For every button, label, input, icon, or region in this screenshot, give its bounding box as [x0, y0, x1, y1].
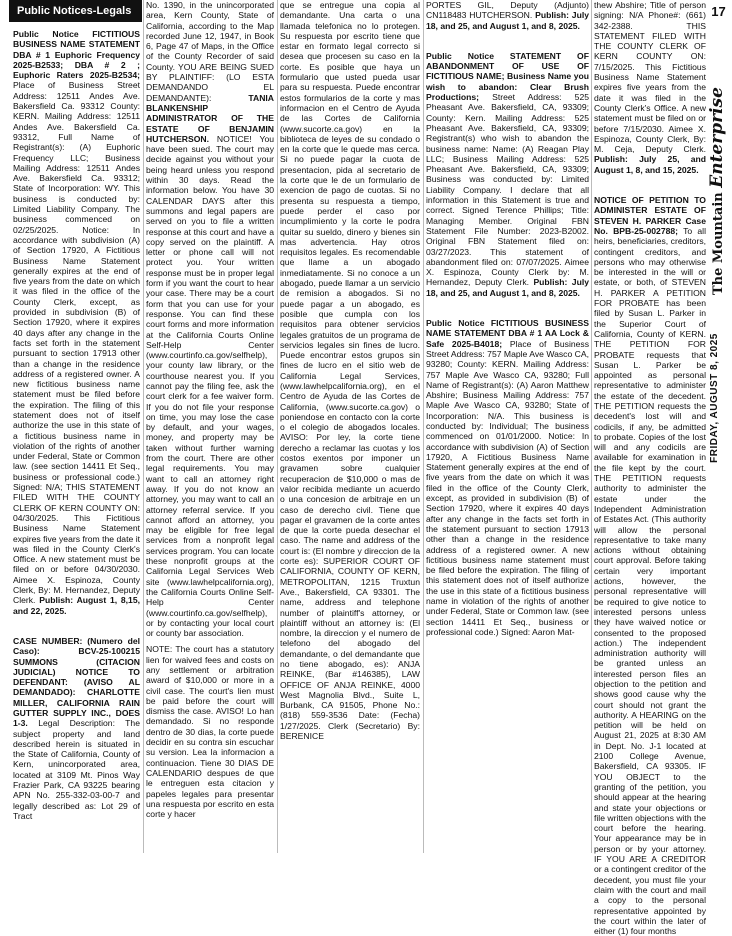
- plaintiff-name: TANIA BLANKENSHIP ADMINISTRATOR OF THE ESTATE OF BENJAMIN HUTCHERSON.: [146, 92, 274, 144]
- notice-fbn-aa-lock: [426, 318, 589, 637]
- notice-summons: [13, 636, 140, 821]
- summons-continued: [146, 0, 274, 638]
- page-number: 17: [711, 4, 726, 19]
- column-4: [426, 0, 589, 853]
- publish-dates: Publish: July 18, and 25, and August 1, and 8, 2025.: [426, 277, 589, 298]
- column-divider: [143, 0, 144, 853]
- notice-body: PORTES GIL, Deputy (Adjunto) CN118483 HUTCHERSON.: [426, 0, 589, 21]
- notice-abandonment: [426, 51, 589, 298]
- notice-body: Street Address: 525 Pheasant Ave. Bakersfield, CA, 93309; County: Kern. Mailing Address: 525 Pheasant Ave. Bakersfield, CA, 93309; Registrant(s) who wish to abandon the business name: Name: (A) Reagan Play LLC; Business Mailing Address: 525 Pheasant Ave. Bakersfield, CA, 93309; Business was conducted by: Limited Liability Company. I declare that all information in this Statement is true and correct. Signed Terence Phillips; Title: Managing Member. Original FBN Statement File Number: 2023-B2002. Original FBN Statement filed on: 03/27/2023. This statement of abandonment filed on: 07/07/2025. Aimee X. Espinoza, County Clerk by: M. Hernandez, Deputy Clerk.: [426, 92, 590, 288]
- notice-body: To all heirs, beneficiaries, creditors, contingent creditors, and persons who may otherwise be interested in the will or estate, or both, of STEVEN H. PARKER A PETITION FOR PROBATE has been filed by Susan L. Parker in the Superior Court of California, County of KERN. THE PETITION FOR PROBATE requests that Susan L. Parker be appointed as personal representative to administer the estate of the decedent. THE PETITION requests the decedent's lost will and codicils, if any, be admitted to probate. Copies of the lost will and any codicils are available for examination in the file kept by the court. THE PETITION requests authority to administer the estate under the Independent Administration of Estates Act. (This authority will allow the personal representative to take many actions without obtaining court approval. Before taking certain very important actions, however, the personal representative will be required to give notice to interested persons unless they have waived notice or consented to the proposed action.) The independent administration authority will be granted unless an interested person files an objection to the petition and shows good cause why the court should not grant the authority. A HEARING on the petition will be held on August 21, 2025 at 8:30 AM in Dept. No. J-1 located at 2100 College Avenue, Bakersfield, CA 93305. IF YOU OBJECT to the granting of the petition, you should appear at the hearing and state your objections or file written objections with the court before the hearing. Your appearance may be in person or by your attorney. IF YOU ARE A CREDITOR or a contingent creditor of the decedent, you must file your claim with the court and mail a copy to the personal representative appointed by the court within the later of either (1) four months: [594, 225, 707, 936]
- column-1: [13, 0, 140, 853]
- notice-title: Public Notice STATEMENT OF ABANDONMENT OF USE OF FICTITIOUS NAME; Business Name you wish to abandon: Clear Brush Productions;: [426, 50, 589, 103]
- summons-spanish: que se entregue una copia al demandante. Una carta o una llamada telefonica no lo protegen. Su respuesta por escrito tiene que estar en formato legal correcto si desea que procesen su caso en la corte. Es posible que haya un formulario que usted pueda usar para su respuesta. Puede encontrar estos formularios de la corte y mas informacion en el Centro de Ayuda de las Cortes de California (www.sucorte.ca.gov) en la biblioteca de leyes de su condado o en la corte que le quede mas cerca. Si no puede pagar la cuota de presentacion, pida al secretario de la corte que le de un formulario de exencion de pago de cuotas. Si no presenta su respuesta a tiempo, puede perder el caso por incumplimiento y la corte le podra quitar su sueldo, dinero y bienes sin mas advertencia. Hay otros requisitos legales. Es recomendable que llame a un abogado inmediatamente. Si no conoce a un abogado, puede llamar a un servicio de remision a abogados. Si no puede pagar a un abogado, es posible que cumpla con los requisitos para obtener servicios legales gratuitos de un programa de servicios legales sin fines de lucro. Puede encontrar estos grupos sin fines de lucro en el sitio web de California Legal Services, (www.lawhelpcalifornia.org), en el Centro de Ayuda de las Cortes de California, (www.sucorte.ca.gov) o poniendose en contacto con la corte o el colegio de abogados locales. AVISO: Por ley, la corte tiene derecho a reclamar las cuotas y los costos exentos por imponer un gravamen sobre cualquier recuperacion de $10,000 o mas de valor recibida mediante un acuerdo o una concesion de arbitraje en un caso de derecho civil. Tiene que pagar el gravamen de la corte antes de que la corte pueda desechar el caso. The name and address of the court is: (El nombre y direccion de la corte es): SUPERIOR COURT OF CALIFORNIA, COUNTY OF KERN, METROPOLITAN, 1215 Truxtun Ave., Bakersfield, CA 93301. The name, address and telephone number of plaintiff's attorney, or plaintiff without an attorney is: (El nombre, la direccion y el numero de telefono del abogado del demandante, o del demandante que no tiene abogado, es): ANJA REINKE, (Bar #146385), LAW OFFICE OF ANJA REINKE, 4000 West Magnolia Blvd., Suite L, Burbank, CA 91505, Phone No.: (818) 559-3536 Date: (Fecha) 1/27/2025. Clerk (Secretario) By: BERENICE: [280, 0, 420, 742]
- column-3: [280, 0, 420, 853]
- fbn-aa-lock-continued: [594, 0, 706, 175]
- publish-dates: Publish: July 18, and 25, and August 1, and 8, 2025.: [426, 10, 589, 31]
- notice-title: Public Notice FICTITIOUS BUSINESS NAME STATEMENT DBA # 1 Euphoric Frequency 2025-B2533; DBA # 2 ; Euphoric Raters 2025-B2534;: [13, 29, 140, 81]
- masthead-small: The Mountain: [711, 192, 726, 295]
- column-divider: [591, 0, 592, 853]
- masthead: [707, 87, 727, 295]
- notice-title: CASE NUMBER: (Numero del Caso): BCV-25-100215 SUMMONS (CITACION JUDICIAL) NOTICE TO DEFENDANT: (AVISO AL DEMANDADO): CHARLOTTE MILLER, CALIFORNIA RAIN GUTTER SUPPLY INC., DOES 1-3.: [13, 635, 140, 729]
- column-5: [594, 0, 707, 936]
- notice-body: thew Abshire; Title of person signing: N/A Phone#: (661) 342-2388. THIS STATEMENT FILED WITH THE COUNTY CLERK OF KERN COUNTY ON: 7/15/2025. This Fictitious Business Name Statement expires five years from the date it was filed in the County Clerk's Office. A new statement must be filed on or before 7/15/2030. Aimee X. Espinoza, County Clerk, By: M. Ceja, Deputy Clerk.: [594, 0, 706, 155]
- notice-petition-estate: [594, 195, 706, 936]
- notice-body: NOTICE! You have been sued. The court may decide against you without your being heard unless you respond within 30 days. Read the information below. You have 30 CALENDAR DAYS after this summons and legal papers are served on you to file a written response at this court and have a copy served on the plaintiff. A letter or phone call will not protect you. Your written response must be in proper legal form if you want the court to hear your case. There may be a court form that you can use for your response. You can find these court forms and more information at the California Courts Online Self-Help Center (www.courtinfo.ca.gov/selfhelp), your county law library, or the courthouse nearest you. If you cannot pay the filing fee, ask the court clerk for a fee waiver form. If you do not file your response on time, you may lose the case by default, and your wages, money, and property may be taken without further warning from the court. There are other legal requirements. You may want to call an attorney right away. If you do not know an attorney, you may want to call an attorney referral service. If you cannot afford an attorney, you may be eligible for free legal services from a nonprofit legal services program. You can locate these nonprofit groups at the California Legal Services Web site (www.lawhelpcalifornia.org), the California Courts Online Self-Help Center (www.courtinfo.ca.gov/selfhelp), or by contacting your local court or county bar association.: [146, 133, 275, 639]
- notice-body: Place of Business Street Address: 12511 Andes Ave. Bakersfield Ca. 93312 County: KERN. Mailing Address: 12511 Andes Ave. Bakersfield Ca. 93312, Full Name of Registrant(s): (A) Euphoric Frequency LLC; Business Mailing Address: 12511 Andes Ave. Bakersfield Ca. 93312; State of Incorporation: WY. This business is conducted by: Limited Liability Company. The business commenced on 02/25/2025. Notice: In accordance with subdivision (A) of Section 17920, A Fictitious Business Name Statement generally expires at the end of five years from the date on which it was filed in the office of the County Clerk, except, as provided in subdivision (B) of Section 17920, where it expires 40 days after any change in the facts set forth in the statement pursuant to section 17913 other than a change in the residence address of a registered owner. A new fictitious business name statement must be filed before the expiration. The filing of this statement does not of itself authorize the use in this state of a fictitious business name in violation of the rights of another under Federal, State or Common law. (see section 14411 Et Seq., business or professional code.) Signed: N/A; THIS STATEMENT FILED WITH THE COUNTY CLERK OF KERN COUNTY ON: 04/30/2025. This Fictitious Business Name Statement expires five years from the date it was filed in the County Clerk's Office. A new statement must be filed on or before 04/30/2030. Aimee X. Espinoza, County Clerk, By: M. Hernandez, Deputy Clerk.: [13, 80, 140, 606]
- notice-body: Place of Business Street Address: 757 Maple Ave Wasco CA, 93280; County: KERN. Mailing Address: 757 Maple Ave Wasco CA, 93280; Full Name of Registrant(s): (A) Aaron Matthew Abshire; Business Mailing Address: 757 Maple Ave Wasco CA, 93280; State of Incorporation: N/A. This business is conducted by: Individual; The business commenced on 01/01/2000. Notice: In accordance with subdivision (A) of Section 17920, A Fictitious Business Name Statement generally expires at the end of five years from the date on which it was filed in the office of the County Clerk, except, as provided in subdivision (B) of Section 17920, where it expires 40 days after any change in the facts set forth in the statement pursuant to section 17913 other than a change in the residence address of a registered owner. A new fictitious business name statement must be filed before the expiration. The filing of this statement does not of itself authorize the use in this state of a fictitious business name in violation of the rights of another under Federal, State or Common law. (see section 14411 Et Seq., business or professional code.) Signed: Aaron Mat-: [426, 338, 590, 637]
- column-2: [146, 0, 274, 853]
- section-header: Public Notices-Legals: [9, 0, 142, 22]
- notice-fbn-euphoric: [13, 29, 140, 616]
- issue-date: FRIDAY, AUGUST 8, 2025: [709, 333, 720, 463]
- publish-dates: Publish: August 1, 8,15, and 22, 2025.: [13, 595, 140, 616]
- publish-dates: Publish: July 25, and August 1, 8, and 15, 2025.: [594, 154, 706, 175]
- summons-note: NOTE: The court has a statutory lien for waived fees and costs on any settlement or arbitration award of $10,000 or more in a civil case. The court's lien must be paid before the court will dismiss the case. AVISO! Lo han demandado. Si no responde dentro de 30 dias, la corte puede decidir en su contra sin escuchar su version. Lea la informacion a continuacion. Tiene 30 DIAS DE CALENDARIO despues de que le entreguen esta citacion y papeles legales para presentar una respuesta por escrito en esta corte y hacer: [146, 644, 274, 820]
- masthead-big: Enterprise: [707, 87, 727, 188]
- notice-body: Legal Description: The subject property and land described herein is situated in the State of California, County of Kern, unincorporated area, located at 3109 Mt. Pinos Way Frazier Park, CA 93225 bearing APN No. 255-332-03-00-7 and legally described as: Lot 29 of Tract: [13, 718, 140, 821]
- notice-title: Public Notice FICTITIOUS BUSINESS NAME STATEMENT DBA # 1 AA Lock & Safe 2025-B4018;: [426, 318, 589, 349]
- summons-end: [426, 0, 589, 31]
- column-divider: [423, 0, 424, 853]
- notice-title: NOTICE OF PETITION TO ADMINISTER ESTATE OF STEVEN H. PARKER Case No. BPB-25-002788;: [594, 195, 706, 236]
- notice-body: No. 1390, in the unincorporated area, Kern County, State of California, according to the Map recorded June 12, 1947, in Book 6, Page 47 of Maps, in the Office of the County Recorder of said County. YOU ARE BEING SUED BY PLAINTIFF: (LO ESTA DEMANDANDO EL DEMANDANTE):: [146, 0, 274, 103]
- column-divider: [277, 0, 278, 853]
